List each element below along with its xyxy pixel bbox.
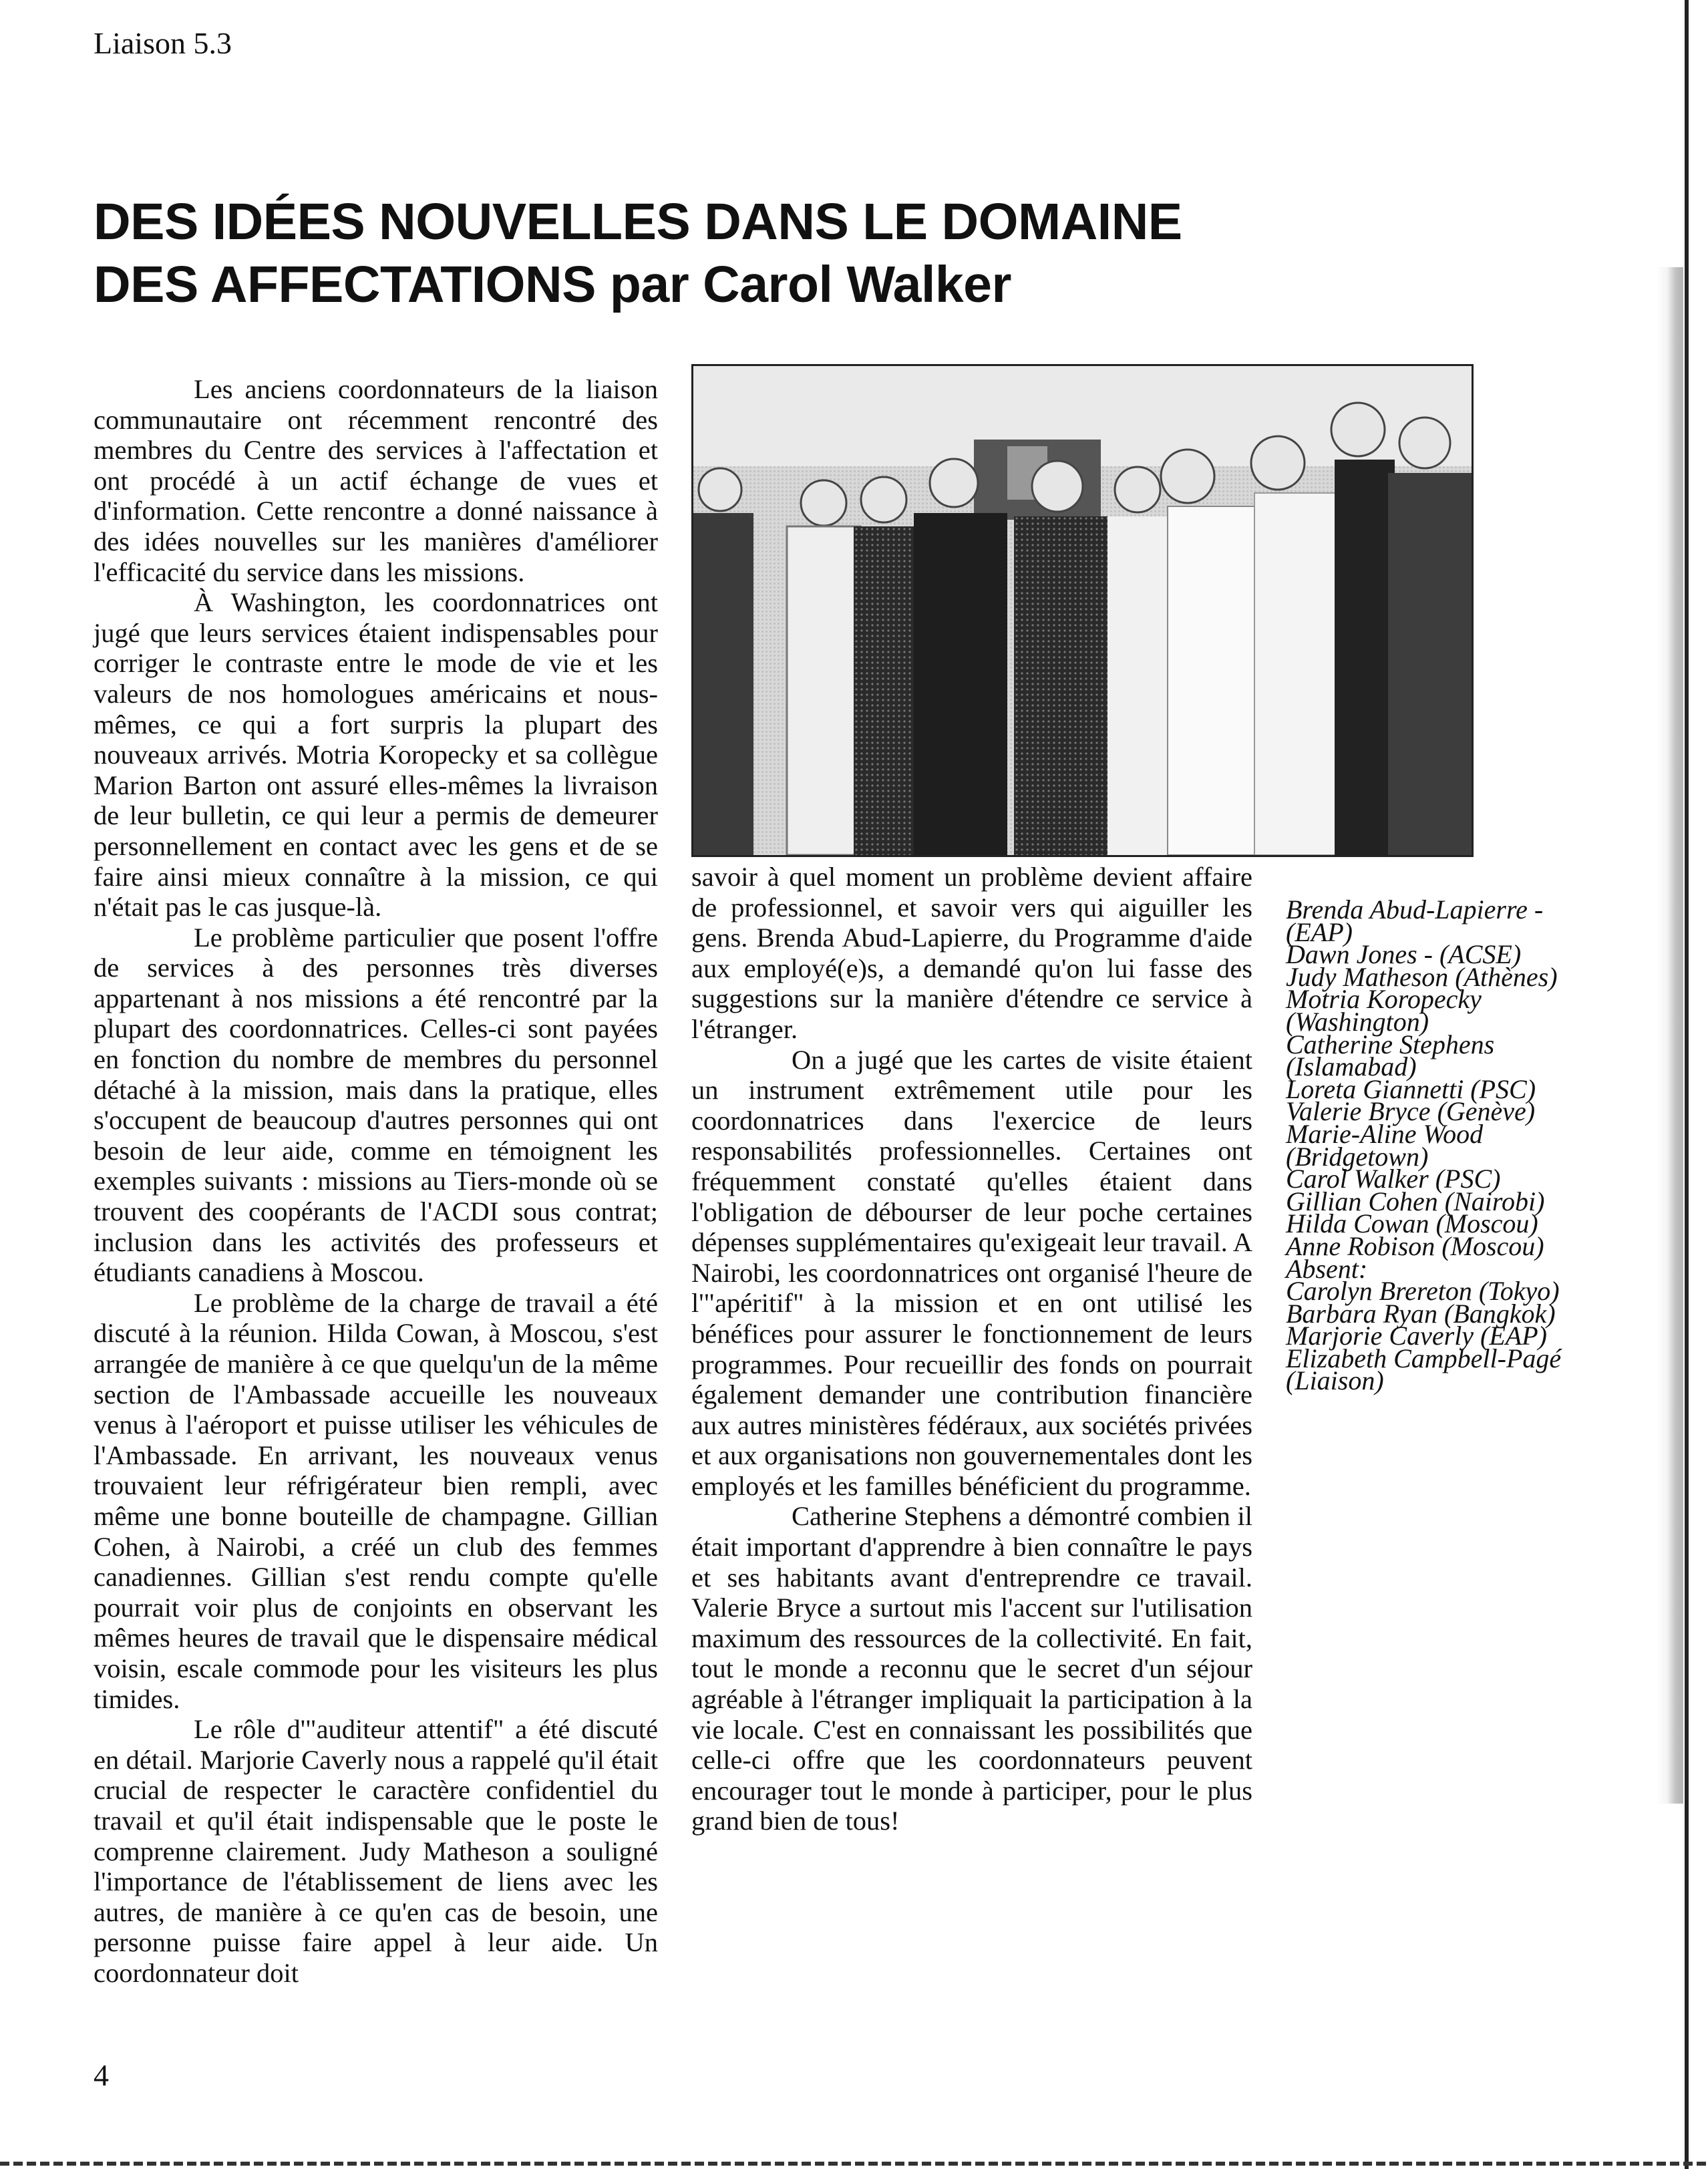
caption-line: Carol Walker (PSC) [1286,1164,1501,1194]
caption-line: Marie-Aline Wood [1286,1118,1484,1149]
caption-line: Anne Robison (Moscou) [1286,1230,1544,1261]
caption-line: Loreta Giannetti (PSC) [1286,1073,1536,1104]
caption-line: Catherine Stephens [1286,1029,1495,1059]
article-column-2 [691,862,1252,1836]
caption-line: (Washington) [1286,1006,1429,1037]
caption-line: Valerie Bryce (Genève) [1286,1096,1536,1127]
caption-line: Barbara Ryan (Bangkok) [1286,1298,1556,1329]
running-header: Liaison 5.3 [94,26,232,60]
caption-line: Marjorie Caverly (EAP) [1286,1321,1547,1351]
paragraph: On a jugé que les cartes de visite étaient un instrument extrêmement utile pour les coordonnatrices dans l'exercice de leurs responsabilités professionnelles. Certaines ont fréquemment constaté qu'elles étaient dans l'obligation de débourser de leur poche certaines dépenses supplémentaires qu'exigeait leur travail. A Nairobi, les coordonnatrices ont organisé l'heure de l'"apéritif" à la mission et en ont utilisé les bénéfices pour assurer le fonctionnement de leurs programmes. Pour recueillir des fonds on pourrait également demander une contribution financière aux autres ministères fédéraux, aux sociétés privées et aux organisations non gouvernementales dont les employés et les familles bénéficient du programme. [691,1044,1252,1501]
caption-line: Motria Koropecky [1286,984,1482,1015]
scan-edge-line [1685,0,1689,2169]
group-photo [691,364,1474,857]
paragraph: Le problème de la charge de travail a été discuté à la réunion. Hilda Cowan, à Moscou, s'est arrangée de manière à ce que quelqu'un de la même section de l'Ambassade accueille les nouveaux venus à l'aéroport et puisse utiliser les véhicules de l'Ambassade. En arrivant, les nouveaux venus trouvaient leur réfrigérateur bien rempli, avec même une bonne bouteille de champagne. Gillian Cohen, à Nairobi, a créé un club des femmes canadiennes. Gillian s'est rendu compte qu'elle pourrait voir plus de conjoints en observant les mêmes heures de travail que le dispensaire médical voisin, escale commode pour les visiteurs les plus timides. [94,1287,658,1714]
paragraph: Le rôle d'"auditeur attentif" a été discuté en détail. Marjorie Caverly nous a rappelé qu'il était crucial de respecter le caractère confidentiel du travail et qu'il était indispensable que le poste le comprenne clairement. Judy Matheson a souligné l'importance de l'établissement de liens avec les autres, de manière à ce qu'en cas de besoin, une personne puisse faire appel à leur aide. Un coordonnateur doit [94,1714,658,1988]
caption-line: Gillian Cohen (Nairobi) [1286,1186,1545,1216]
caption-line: Judy Matheson (Athènes) [1286,961,1558,992]
paragraph: À Washington, les coordonnatrices ont jugé que leurs services étaient indispensables pour corriger le contraste entre le mode de vie et les valeurs de nos homologues américains et nous-mêmes, ce qui a fort surpris la plupart des nouveaux arrivés. Motria Koropecky et sa collègue Marion Barton ont assuré elles-mêmes la livraison de leur bulletin, ce qui leur a permis de demeurer personnellement en contact avec les gens et de se faire ainsi mieux connaître à la mission, ce qui n'était pas le cas jusque-là. [94,587,658,923]
caption-line: (Liaison) [1286,1365,1384,1396]
paragraph: Catherine Stephens a démontré combien il était important d'apprendre à bien connaître le pays et ses habitants avant d'entreprendre ce travail. Valerie Bryce a surtout mis l'accent sur l'utilisation maximum des ressources de la collectivité. En fait, tout le monde a reconnu que le secret d'un séjour agréable à l'étranger impliquait la participation à la vie locale. C'est en connaissant les possibilités que celle-ci offre que les coordonnateurs peuvent encourager tout le monde à participer, pour le plus grand bien de tous! [691,1501,1252,1836]
paragraph: Le problème particulier que posent l'offre de services à des personnes très diverses appartenant à nos missions a été rencontré par la plupart des coordonnatrices. Celles-ci sont payées en fonction du nombre de membres du personnel détaché à la mission, mais dans la pratique, elles s'occupent de beaucoup d'autres personnes qui ont besoin de leur aide, comme en témoignent les exemples suivants : missions au Tiers-monde où se trouvent des coopérants de l'ACDI sous contrat; inclusion dans les activités des professeurs et étudiants canadiens à Moscou. [94,922,658,1288]
caption-line: Absent: [1286,1253,1368,1284]
paragraph: Les anciens coordonnateurs de la liaison communautaire ont récemment rencontré des membres du Centre des services à l'affectation et ont procédé à un actif échange de vues et d'information. Cette rencontre a donné naissance à des idées nouvelles sur les manières d'améliorer l'efficacité du service dans les missions. [94,374,658,587]
caption-line: (EAP) [1286,916,1353,947]
caption-line: Brenda Abud-Lapierre - [1286,894,1544,925]
title-line-1: DES IDÉES NOUVELLES DANS LE DOMAINE [94,193,1182,251]
title-line-2: DES AFFECTATIONS par Carol Walker [94,256,1011,313]
article-column-1 [94,374,658,1988]
scan-bottom-edge [0,2162,1708,2166]
photo-caption [1286,894,1633,1396]
caption-line: (Islamabad) [1286,1051,1417,1082]
caption-line: (Bridgetown) [1286,1141,1429,1172]
caption-line: Elizabeth Campbell-Pagé [1286,1343,1562,1373]
page-number: 4 [94,2058,109,2092]
caption-line: Carolyn Brereton (Tokyo) [1286,1276,1560,1307]
article-title [94,190,1229,316]
scan-edge-shadow [1657,267,1683,1804]
caption-line: Dawn Jones - (ACSE) [1286,939,1522,970]
paragraph: savoir à quel moment un problème devient affaire de professionnel, et savoir vers qui aiguiller les gens. Brenda Abud-Lapierre, du Programme d'aide aux employé(e)s, a demandé qu'on lui fasse des suggestions sur la manière d'étendre ce service à l'étranger. [691,862,1252,1044]
caption-line: Hilda Cowan (Moscou) [1286,1208,1538,1239]
